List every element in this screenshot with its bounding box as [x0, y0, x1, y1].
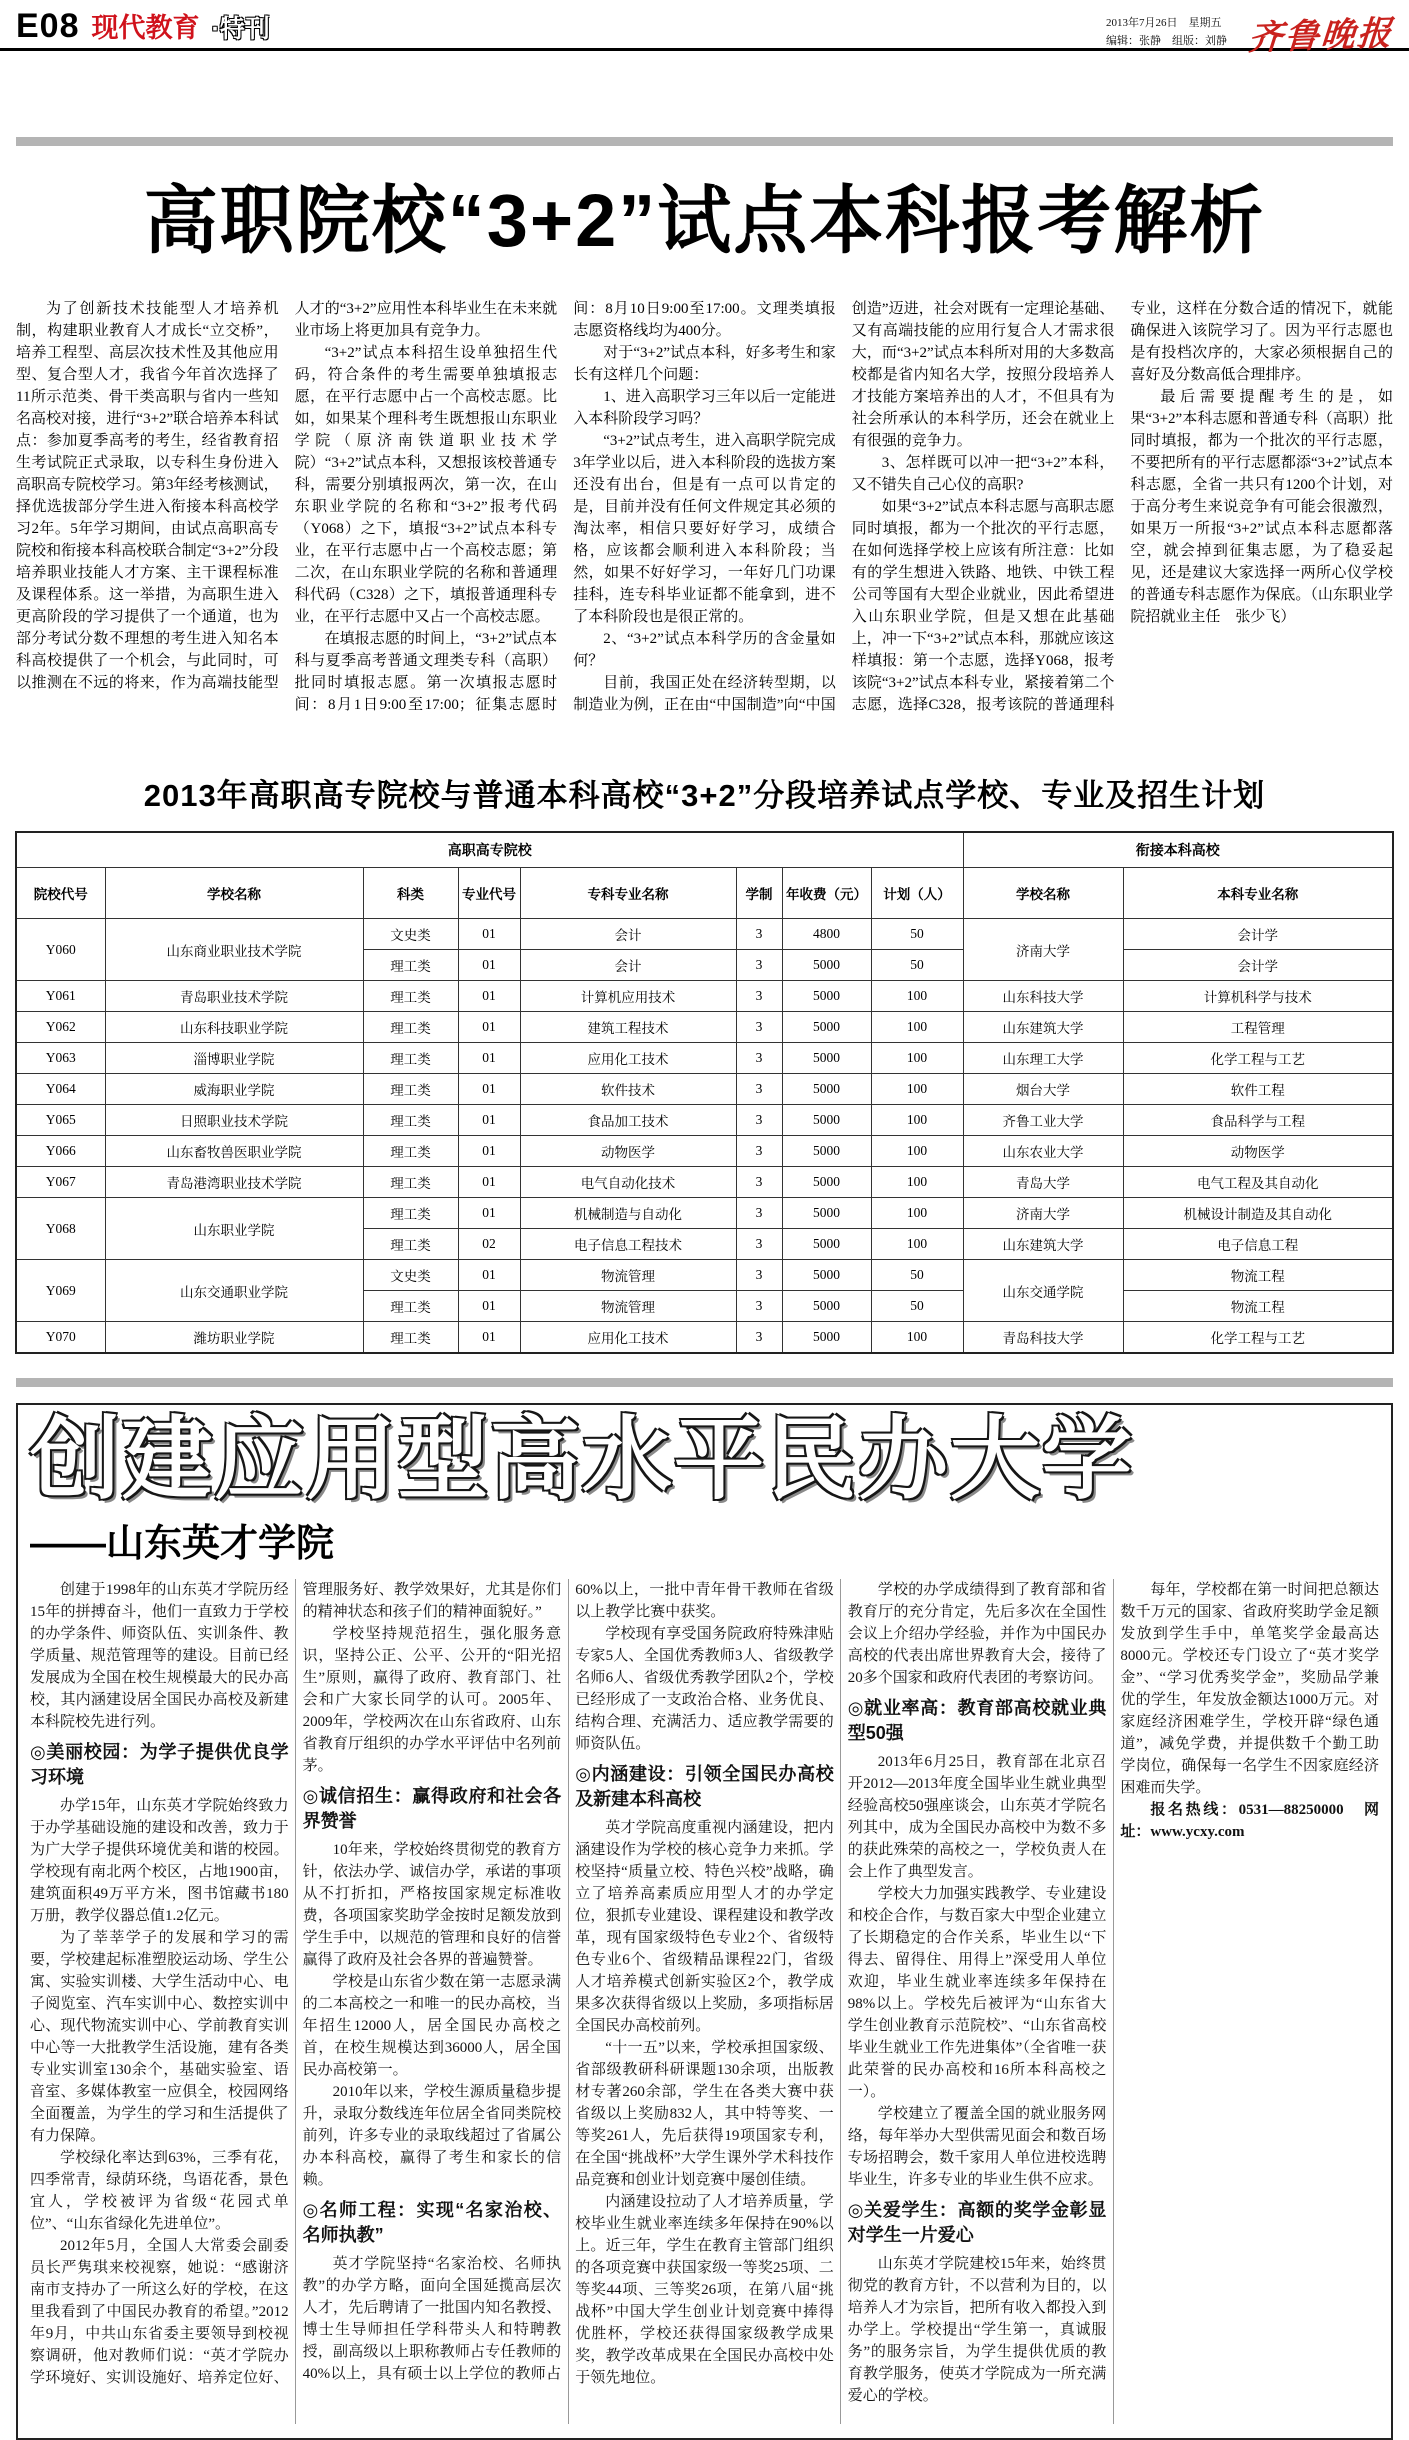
table-cell: 100 [871, 1198, 963, 1229]
table-cell: 电气自动化技术 [520, 1167, 736, 1198]
col-header-school: 学校名称 [105, 868, 363, 919]
article2-section-heading: ◎诚信招生：赢得政府和社会各界赞誉 [302, 1786, 562, 1832]
table-cell: Y062 [16, 1012, 105, 1043]
article2-paragraph: 英才学院高度重视内涵建设，把内涵建设作为学校的核心竞争力来抓。学校坚持“质量立校、特色兴校”战略，确立了培养高素质应用型人才的办学定位，狠抓专业建设、课程建设和教学改革，现有国家级特色专业2个、省级特色专业6个、省级精品课程22门，省级人才培养模式创新实验区2个，教学成果多次获得省级以上奖励，多项指标居全国民办高校前列。 [575, 1820, 834, 2035]
table-cell: 物流管理 [520, 1291, 736, 1322]
article2-section-heading: ◎就业率高：教育部高校就业典型50强 [847, 1698, 1107, 1744]
article2-paragraph: 办学15年，山东英才学院始终致力于办学基础设施的建设和改善，致力于为广大学子提供环境优美和谐的校园。学校现有南北两个校区，占地1900亩，建筑面积49万平方米，图书馆藏书180万册，教学仪器总值1.2亿元。 [30, 1798, 289, 1925]
table-cell: 理工类 [363, 1322, 458, 1354]
article2-paragraph: 创建于1998年的山东英才学院历经15年的拼搏奋斗，他们一直致力于学校的办学条件、师资队伍、实训条件、教学质量、规范管理等的建设。目前已经发展成为全国在校生规模最大的民办高校，其内涵建设居全国民办高校及新建本科院校先进行列。 [30, 1582, 289, 1731]
table-cell: 理工类 [363, 981, 458, 1012]
admission-plan-table [15, 831, 1394, 1354]
article1-paragraph: 对于“3+2”试点本科，好多考生和家长有这样几个问题： [573, 345, 836, 383]
editor-line: 编辑：张静 组版：刘静 [1106, 34, 1227, 47]
table-cell: 3 [736, 1043, 782, 1074]
table-row [16, 1012, 1393, 1043]
article1-paragraph: 3、怎样既可以冲一把“3+2”本科，又不错失自己心仪的高职? [851, 455, 1115, 493]
table-cell: 01 [458, 1105, 520, 1136]
table-cell: 5000 [782, 1291, 871, 1322]
table-cell: 物流管理 [520, 1260, 736, 1291]
table-column-header-row [16, 868, 1393, 919]
table-cell: 理工类 [363, 1229, 458, 1260]
table-cell: Y061 [16, 981, 105, 1012]
table-cell: 青岛科技大学 [963, 1322, 1123, 1354]
article2-paragraph: 学校绿化率达到63%，三季有花，四季常青，绿荫环绕，鸟语花香，景色宜人，学校被评为省级“花园式单位”、“山东省绿化先进单位”。 [30, 2150, 289, 2233]
table-cell: 青岛大学 [963, 1167, 1123, 1198]
table-cell: 电气工程及其自动化 [1123, 1167, 1393, 1198]
page-header [0, 0, 1409, 58]
table-row [16, 919, 1393, 950]
article2-paragraph: 学校大力加强实践教学、专业建设和校企合作，与数百家大中型企业建立了长期稳定的合作关系，毕业生以“下得去、留得住、用得上”深受用人单位欢迎，毕业生就业率连续多年保持在98%以上。学校先后被评为“山东省大学生创业教育示范院校”、“山东省高校毕业生就业工作先进集体”（全省唯一获此荣誉的民办高校和16所本科高校之一）。 [847, 1886, 1107, 2101]
article1-paragraph: 最后需要提醒考生的是，如果“3+2”本科志愿和普通专科（高职）批同时填报，都为一个批次的平行志愿，不要把所有的平行志愿都添“3+2”试点本科志愿，全省一共只有1200个计划，对于高分考生来说竞争有可能会很激烈，如果万一所报“3+2”试点本科志愿都落空，就会掉到征集志愿，为了稳妥起见，还是建议大家选择一两所心仪学校的普通专科志愿作为保底。（山东职业学院招就业主任 张少飞） [1130, 389, 1393, 625]
table-cell: 100 [871, 1229, 963, 1260]
table-cell: Y068 [16, 1198, 105, 1260]
table-row [16, 1136, 1393, 1167]
article1-paragraph: 目前，我国正处在经济转型期，以制造业为例，正在由“中国制造”向“中国创造”迈进，社会对既有一定理论基础、又有高端技能的应用行复合人才需求很大，而“3+2”试点本科所对用的大多数高校都是省内知名大学，按照分段培养人才技能方案培养出的人才，不但具有为社会所承认的本科学历，还会在就业上有很强的竞争力。 [573, 301, 1115, 713]
col-header-major-code: 专业代号 [458, 868, 520, 919]
article2-paragraph: “十一五”以来，学校承担国家级、省部级教研科研课题130余项，出版教材专著260余部，学生在各类大赛中获省级以上奖励832人，其中特等奖、一等奖261人，先后获得19项国家专利，在全国“挑战杯”大学生课外学术科技作品竞赛和创业计划竞赛中屡创佳绩。 [575, 2040, 834, 2189]
table-cell: Y065 [16, 1105, 105, 1136]
table-cell: 理工类 [363, 1012, 458, 1043]
col-header-major-name: 专科专业名称 [520, 868, 736, 919]
table-cell: 动物医学 [1123, 1136, 1393, 1167]
table-cell: 5000 [782, 1322, 871, 1354]
article2-contact-line: 报名热线：0531—88250000 网址：www.ycxy.com [1120, 1802, 1379, 1841]
article2-subtitle: ——山东英才学院 [30, 1523, 335, 1566]
table-cell: 文史类 [363, 1260, 458, 1291]
table-cell: 100 [871, 1167, 963, 1198]
table-group-header-row [16, 832, 1393, 868]
table-cell: 山东交通职业学院 [105, 1260, 363, 1322]
table-cell: Y064 [16, 1074, 105, 1105]
table-cell: 01 [458, 1322, 520, 1354]
table-cell: 01 [458, 919, 520, 950]
main-headline: 高职院校“3+2”试点本科报考解析 [143, 179, 1266, 262]
table-row [16, 1167, 1393, 1198]
col-header-duration: 学制 [736, 868, 782, 919]
col-header-ug-major: 本科专业名称 [1123, 868, 1393, 919]
table-cell: 计算机应用技术 [520, 981, 736, 1012]
table-body [16, 919, 1393, 1354]
table-cell: 山东理工大学 [963, 1043, 1123, 1074]
table-cell: 计算机科学与技术 [1123, 981, 1393, 1012]
divider-bar [16, 137, 1393, 146]
table-row [16, 1043, 1393, 1074]
article2-paragraph: 山东英才学院建校15年来，始终贯彻党的教育方针，不以营利为目的，以培养人才为宗旨，把所有收入都投入到办学上。学校提出“学生第一，真诚服务”的服务宗旨，为学生提供优质的教育教学服务，使英才学院成为一所充满爱心的学校。 [847, 2256, 1107, 2405]
table-cell: 青岛港湾职业技术学院 [105, 1167, 363, 1198]
table-cell: 4800 [782, 919, 871, 950]
table-cell: 50 [871, 1291, 963, 1322]
article1-body [16, 298, 1393, 720]
table-cell: 会计 [520, 919, 736, 950]
group-header-undergraduate: 衔接本科高校 [963, 832, 1393, 868]
table-cell: 5000 [782, 981, 871, 1012]
table-cell: 5000 [782, 1043, 871, 1074]
article2-paragraph: 10年来，学校始终贯彻党的教育方针，依法办学、诚信办学，承诺的事项从不打折扣，严格按国家规定标准收费，各项国家奖助学金按时足额发放到学生手中，以规范的管理和良好的信誉赢得了政府及社会各界的普遍赞誉。 [302, 1842, 562, 1969]
group-header-vocational: 高职高专院校 [16, 832, 963, 868]
table-cell: 山东畜牧兽医职业学院 [105, 1136, 363, 1167]
article2-box [16, 1403, 1393, 2440]
table-row [16, 1074, 1393, 1105]
table-cell: 软件工程 [1123, 1074, 1393, 1105]
table-cell: 化学工程与工艺 [1123, 1043, 1393, 1074]
table-cell: 建筑工程技术 [520, 1012, 736, 1043]
table-title: 2013年高职高专院校与普通本科高校“3+2”分段培养试点学校、专业及招生计划 [143, 778, 1266, 813]
table-cell: 机械制造与自动化 [520, 1198, 736, 1229]
table-cell: 烟台大学 [963, 1074, 1123, 1105]
table-cell: 3 [736, 1229, 782, 1260]
table-cell: 50 [871, 1260, 963, 1291]
table-cell: 软件技术 [520, 1074, 736, 1105]
col-header-ug-school: 学校名称 [963, 868, 1123, 919]
table-cell: Y066 [16, 1136, 105, 1167]
table-cell: 理工类 [363, 1291, 458, 1322]
table-cell: Y060 [16, 919, 105, 981]
article2-section-heading: ◎关爱学生：高额的奖学金彰显对学生一片爱心 [847, 2200, 1107, 2246]
table-row [16, 1322, 1393, 1354]
article1-paragraph: 2、“3+2”试点本科学历的含金量如何？ [573, 631, 836, 669]
table-cell: 物流工程 [1123, 1260, 1393, 1291]
table-cell: 理工类 [363, 1167, 458, 1198]
table-cell: 100 [871, 1105, 963, 1136]
table-cell: 5000 [782, 1136, 871, 1167]
table-cell: 淄博职业学院 [105, 1043, 363, 1074]
section-suffix: ·特刊 [211, 15, 270, 43]
table-cell: 01 [458, 1198, 520, 1229]
article2-section-heading: ◎内涵建设：引领全国民办高校及新建本科高校 [575, 1764, 834, 1810]
table-cell: 3 [736, 1198, 782, 1229]
article1-paragraph: 如果“3+2”试点本科志愿与高职志愿同时填报，都为一个批次的平行志愿，在如何选择学校上应该有所注意：比如有的学生想进入铁路、地铁、中铁工程公司等国有大型企业就业，因此希望进入山东职业学院，但是又想在此基础上，冲一下“3+2”试点本科，那就应该这样填报：第一个志愿，选择Y068，报考该院“3+2”试点本科专业，紧接着第二个志愿，选择C328，报考该院的普通理科专业，这样在分数合适的情况下，就能确保进入该院学习了。因为平行志愿也是有投档次序的，大家必须根据自己的喜好及分数高低合理排序。 [851, 301, 1393, 713]
article2-paragraph: 学校现有享受国务院政府特殊津贴专家5人、全国优秀教师3人、省级教学名师6人、省级优秀教学团队2个，学校已经形成了一支政治合格、业务优良、结构合理、充满活力、适应教学需要的师资队伍。 [575, 1626, 834, 1753]
table-cell: 会计学 [1123, 919, 1393, 950]
table-cell: 5000 [782, 1074, 871, 1105]
table-cell: 日照职业技术学院 [105, 1105, 363, 1136]
table-cell: 理工类 [363, 1043, 458, 1074]
date-block [1106, 15, 1227, 50]
table-cell: 50 [871, 919, 963, 950]
table-cell: 5000 [782, 950, 871, 981]
table-cell: 5000 [782, 1229, 871, 1260]
table-cell: 02 [458, 1229, 520, 1260]
table-cell: 工程管理 [1123, 1012, 1393, 1043]
table-cell: 01 [458, 1291, 520, 1322]
article2-paragraph: 2013年6月25日，教育部在北京召开2012—2013年度全国毕业生就业典型经验高校50强座谈会，山东英才学院名列其中，成为全国民办高校中为数不多的获此殊荣的高校之一，学校负责人在会上作了典型发言。 [847, 1754, 1107, 1881]
table-cell: 01 [458, 981, 520, 1012]
table-cell: 化学工程与工艺 [1123, 1322, 1393, 1354]
table-cell: Y069 [16, 1260, 105, 1322]
col-header-quota: 计划（人） [871, 868, 963, 919]
table-cell: 01 [458, 1136, 520, 1167]
header-left [16, 6, 270, 46]
table-cell: 3 [736, 1260, 782, 1291]
table-cell: 山东科技大学 [963, 981, 1123, 1012]
date-line: 2013年7月26日 星期五 [1106, 16, 1222, 29]
article2-headline: 创建应用型高水平民办大学 [30, 1411, 1134, 1510]
article1-paragraph: 1、进入高职学习三年以后一定能进入本科阶段学习吗？ [573, 389, 836, 427]
table-cell: 01 [458, 1043, 520, 1074]
table-cell: 5000 [782, 1260, 871, 1291]
article1-paragraph: 在填报志愿的时间上，“3+2”试点本科与夏季高考普通文理类专科（高职）批同时填报志愿。第一次填报志愿时间：8月1日9:00至17:00；征集志愿时间：8月10日9:00至17:00。文理类填报志愿资格线均为400分。 [294, 301, 836, 713]
table-cell: 3 [736, 981, 782, 1012]
table-cell: 100 [871, 1322, 963, 1354]
table-cell: 应用化工技术 [520, 1043, 736, 1074]
table-cell: 01 [458, 950, 520, 981]
table-cell: 齐鲁工业大学 [963, 1105, 1123, 1136]
table-cell: 3 [736, 1322, 782, 1354]
table-cell: 山东建筑大学 [963, 1012, 1123, 1043]
table-cell: 山东建筑大学 [963, 1229, 1123, 1260]
table-cell: 山东职业学院 [105, 1198, 363, 1260]
newspaper-masthead: 齐鲁晚报 [1247, 15, 1395, 58]
table-cell: 3 [736, 1012, 782, 1043]
article1-paragraph: “3+2”试点本科招生设单独招生代码，符合条件的考生需要单独填报志愿，在平行志愿中占一个高校志愿。比如，如果某个理科考生既想报山东职业学院（原济南铁道职业技术学院）“3+2”试点本科，又想报该校普通专科，需要分别填报两次，第一次，在山东职业学院的名称和“3+2”报考代码（Y068）之下，填报“3+2”试点本科专业，在平行志愿中占一个高校志愿；第二次，在山东职业学院的名称和普通理科代码（C328）之下，填报普通理科专业，在平行志愿中又占一个高校志愿。 [294, 345, 558, 625]
col-header-code: 院校代号 [16, 868, 105, 919]
article2-paragraph: 2010年以来，学校生源质量稳步提升，录取分数线连年位居全省同类院校前列，许多专业的录取线超过了省属公办本科高校，赢得了考生和家长的信赖。 [302, 2084, 562, 2189]
table-cell: 会计 [520, 950, 736, 981]
table-cell: 理工类 [363, 1198, 458, 1229]
table-cell: 5000 [782, 1198, 871, 1229]
article2-paragraph: 每年，学校都在第一时间把总额达数千万元的国家、省政府奖助学金足额发放到学生手中，单笔奖学金最高达8000元。学校还专门设立了“英才奖学金”、“学习优秀奖学金”，奖励品学兼优的学生，年发放金额达1000万元。对家庭经济困难学生，学校开辟“绿色通道”，减免学费，并提供数千个勤工助学岗位，确保每一名学生不因家庭经济困难而失学。 [1120, 1582, 1379, 1797]
col-header-category: 科类 [363, 868, 458, 919]
table-cell: 山东商业职业技术学院 [105, 919, 363, 981]
table-cell: 会计学 [1123, 950, 1393, 981]
table-cell: Y067 [16, 1167, 105, 1198]
table-cell: 理工类 [363, 950, 458, 981]
table-cell: 物流工程 [1123, 1291, 1393, 1322]
table-cell: 50 [871, 950, 963, 981]
table-row [16, 1105, 1393, 1136]
article2-body [30, 1579, 1379, 2424]
article2-paragraph: 内涵建设拉动了人才培养质量，学校毕业生就业率连续多年保持在90%以上。近三年，学生在教育主管部门组织的各项竞赛中获国家级一等奖25项、二等奖44项、三等奖26项，在第八届“挑战杯”中国大学生创业计划竞赛中捧得优胜杯，学校还获得国家级教学成果奖，教学改革成果在全国民办高校中处于领先地位。 [575, 2194, 834, 2387]
table-cell: 理工类 [363, 1074, 458, 1105]
table-cell: 3 [736, 1291, 782, 1322]
article2-paragraph: 英才学院坚持“名家治校、名师执教”的办学方略，面向全国延揽高层次人才，先后聘请了一批国内知名教授、博士生导师担任学科带头人和特聘教授，副高级以上职称教师占专任教师的40%以上，具有硕士以上学位的教师占60%以上，一批中青年骨干教师在省级以上教学比赛中获奖。 [302, 1582, 834, 2383]
table-cell: 3 [736, 1136, 782, 1167]
section-title: 现代教育 [91, 13, 200, 43]
table-cell: 山东农业大学 [963, 1136, 1123, 1167]
table-cell: 100 [871, 1043, 963, 1074]
article2-paragraph: 学校建立了覆盖全国的就业服务网络，每年举办大型供需见面会和数百场专场招聘会，数千家用人单位进校选聘毕业生，许多专业的毕业生供不应求。 [847, 2106, 1107, 2189]
table-cell: 山东科技职业学院 [105, 1012, 363, 1043]
table-cell: 3 [736, 1074, 782, 1105]
table-cell: Y063 [16, 1043, 105, 1074]
table-row [16, 1198, 1393, 1229]
table-cell: 100 [871, 1012, 963, 1043]
page-code: E08 [16, 7, 80, 45]
article2-section-heading: ◎名师工程：实现“名家治校、名师执教” [302, 2200, 562, 2246]
table-cell: 动物医学 [520, 1136, 736, 1167]
table-cell: 3 [736, 1105, 782, 1136]
table-cell: 100 [871, 1074, 963, 1105]
article1-paragraph: “3+2”试点考生，进入高职学院完成3年学业以后，进入本科阶段的选拔方案还没有出台，但是有一点可以肯定的是，目前并没有任何文件规定其必须的淘汰率，相信只要好好学习，成绩合格，应该都会顺利进入本科阶段；当然，如果不好好学习，一年好几门功课挂科，连专科毕业证都不能拿到，进不了本科阶段也是很正常的。 [573, 433, 836, 625]
table-cell: 文史类 [363, 919, 458, 950]
table-cell: 01 [458, 1012, 520, 1043]
article2-paragraph: 学校的办学成绩得到了教育部和省教育厅的充分肯定，先后多次在全国性会议上介绍办学经验，并作为中国民办高校的代表出席世界教育大会，接待了20多个国家和政府代表团的考察访问。 [847, 1582, 1107, 1687]
table-cell: 食品科学与工程 [1123, 1105, 1393, 1136]
article2-paragraph: 学校坚持规范招生，强化服务意识，坚持公正、公平、公开的“阳光招生”原则，赢得了政府、教育部门、社会和广大家长同学的认可。2005年、2009年，学校两次在山东省政府、山东省教育厅组织的办学水平评估中名列前茅。 [302, 1626, 562, 1775]
table-cell: 机械设计制造及其自动化 [1123, 1198, 1393, 1229]
table-cell: 济南大学 [963, 1198, 1123, 1229]
table-cell: 威海职业学院 [105, 1074, 363, 1105]
article2-section-heading: ◎美丽校园：为学子提供优良学习环境 [30, 1742, 289, 1788]
table-cell: 理工类 [363, 1105, 458, 1136]
divider-bar [16, 1378, 1393, 1387]
table-cell: 100 [871, 981, 963, 1012]
article1-paragraph: 为了创新技术技能型人才培养机制，构建职业教育人才成长“立交桥”，培养工程型、高层次技术性及其他应用型、复合型人才，我省今年首次选择了11所示范类、骨干类高职与省内一些知名高校对接，进行“3+2”联合培养本科试点：参加夏季高考的考生，经省教育招生考试院正式录取，以专科生身份进入高职高专院校学习。第3年经考核测试，择优选拔部分学生进入衔接本科高校学习2年。5年学习期间，由试点高职高专院校和衔接本科高校联合制定“3+2”分段培养职业技能人才方案、主干课程标准及课程体系。这一举措，为高职生进入更高阶段的学习提供了一个通道，也为部分考试分数不理想的考生进入知名本科高校提供了一个机会，与此同时，可以推测在不远的将来，作为高端技能型人才的“3+2”应用性本科毕业生在未来就业市场上将更加具有竞争力。 [16, 301, 558, 691]
table-cell: 潍坊职业学院 [105, 1322, 363, 1354]
table-cell: 01 [458, 1074, 520, 1105]
article2-paragraph: 学校是山东省少数在第一志愿录满的二本高校之一和唯一的民办高校，当年招生12000人，居全国民办高校之首，在校生规模达到36000人，居全国民办高校第一。 [302, 1974, 562, 2079]
table-cell: 食品加工技术 [520, 1105, 736, 1136]
table-cell: 理工类 [363, 1136, 458, 1167]
table-cell: 3 [736, 919, 782, 950]
table-cell: 3 [736, 950, 782, 981]
table-cell: 电子信息工程技术 [520, 1229, 736, 1260]
table-cell: Y070 [16, 1322, 105, 1354]
article2-paragraph: 2012年5月，全国人大常委会副委员长严隽琪来校视察，她说：“感谢济南市支持办了一所这么好的学校，在这里我看到了中国民办教育的希望。”2012年9月，中共山东省委主要领导到校视察调研，他对教师们说：“英才学院办学环境好、实训设施好、培养定位好、管理服务好、教学效果好，尤其是你们的精神状态和孩子们的精神面貌好。” [30, 1582, 562, 2387]
table-cell: 01 [458, 1260, 520, 1291]
table-cell: 5000 [782, 1012, 871, 1043]
table-cell: 电子信息工程 [1123, 1229, 1393, 1260]
table-cell: 5000 [782, 1105, 871, 1136]
table-cell: 山东交通学院 [963, 1260, 1123, 1322]
table-cell: 3 [736, 1167, 782, 1198]
header-right [1106, 6, 1393, 57]
table-cell: 01 [458, 1167, 520, 1198]
table-cell: 5000 [782, 1167, 871, 1198]
table-cell: 青岛职业技术学院 [105, 981, 363, 1012]
col-header-tuition: 年收费（元） [782, 868, 871, 919]
article2-paragraph: 为了莘莘学子的发展和学习的需要，学校建起标准塑胶运动场、学生公寓、实验实训楼、大学生活动中心、电子阅览室、汽车实训中心、数控实训中心、现代物流实训中心、学前教育实训中心等一大批教学生活设施，建有各类专业实训室130余个，基础实验室、语音室、多媒体教室一应俱全，校园网络全面覆盖，为学生的学习和生活提供了有力保障。 [30, 1930, 289, 2145]
table-row [16, 981, 1393, 1012]
table-cell: 100 [871, 1136, 963, 1167]
table-row [16, 1260, 1393, 1291]
table-cell: 应用化工技术 [520, 1322, 736, 1354]
table-cell: 济南大学 [963, 919, 1123, 981]
